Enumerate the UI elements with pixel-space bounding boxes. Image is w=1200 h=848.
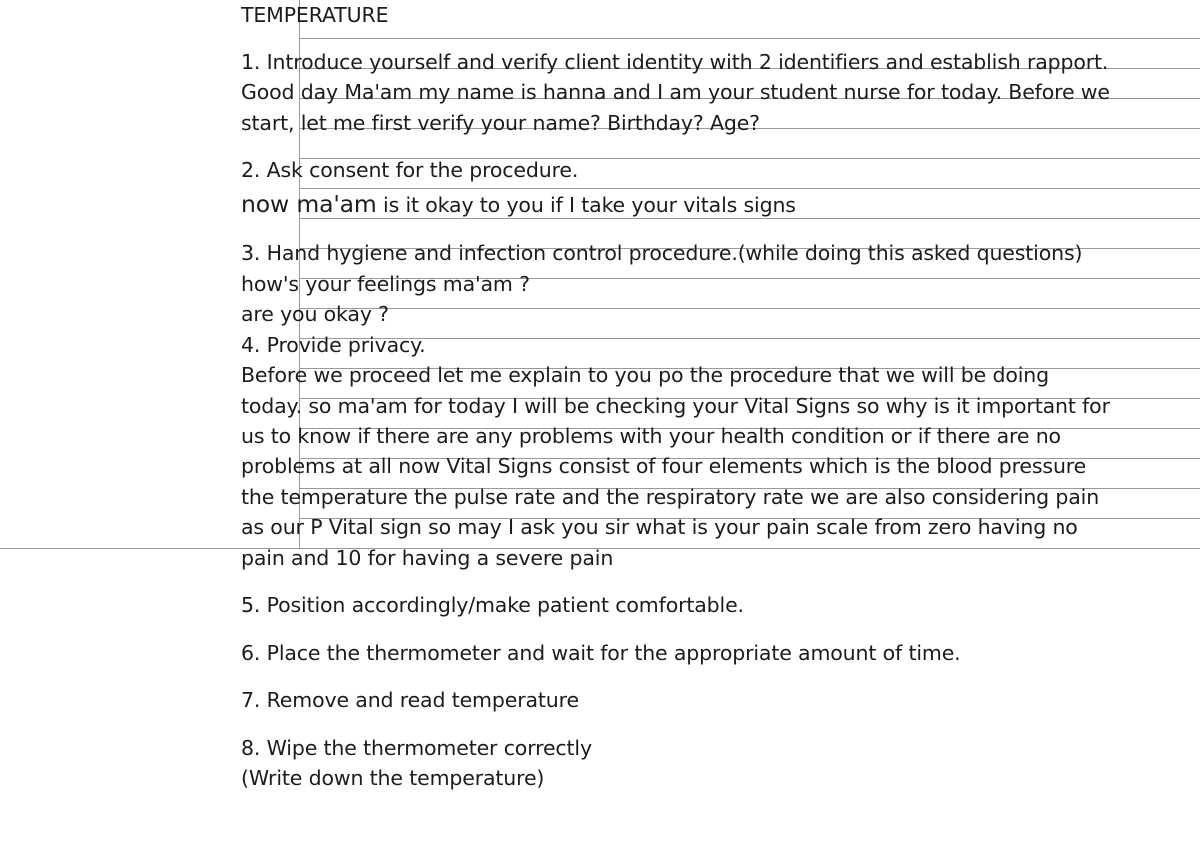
document-title: TEMPERATURE: [241, 3, 389, 27]
step-7-heading: 7. Remove and read temperature: [241, 688, 579, 712]
step-5-heading: 5. Position accordingly/make patient comfortable.: [241, 593, 744, 617]
step-4-line: problems at all now Vital Signs consist of four elements which is the blood pressure: [241, 454, 1087, 478]
step-4-heading: 4. Provide privacy.: [241, 333, 426, 357]
step-4-line: the temperature the pulse rate and the respiratory rate we are also considering pain: [241, 485, 1100, 509]
step-3-heading: 3. Hand hygiene and infection control procedure.(while doing this asked questions): [241, 241, 1083, 265]
step-3-line: how's your feelings ma'am ?: [241, 272, 530, 296]
step-1-heading: 1. Introduce yourself and verify client identity with 2 identifiers and establish rapport.: [241, 50, 1109, 74]
step-4-line: today. so ma'am for today I will be checking your Vital Signs so why is it important for: [241, 394, 1110, 418]
step-2-line-prefix: now ma'am: [241, 190, 377, 218]
step-8-line: (Write down the temperature): [241, 766, 545, 790]
step-8-heading: 8. Wipe the thermometer correctly: [241, 736, 592, 760]
step-2-line: [241, 189, 796, 221]
step-1-line: Good day Ma'am my name is hanna and I am your student nurse for today. Before we: [241, 80, 1110, 104]
step-2-heading: 2. Ask consent for the procedure.: [241, 158, 579, 182]
step-4-line: us to know if there are any problems with your health condition or if there are no: [241, 424, 1061, 448]
step-3-line: are you okay ?: [241, 302, 389, 326]
step-4-line: Before we proceed let me explain to you po the procedure that we will be doing: [241, 363, 1049, 387]
step-1-line: start, let me first verify your name? Birthday? Age?: [241, 111, 760, 135]
step-4-line: as our P Vital sign so may I ask you sir what is your pain scale from zero having no: [241, 515, 1078, 539]
step-6-heading: 6. Place the thermometer and wait for the appropriate amount of time.: [241, 641, 961, 665]
step-2-line-rest: is it okay to you if I take your vitals signs: [376, 193, 796, 217]
step-4-line: pain and 10 for having a severe pain: [241, 546, 614, 570]
